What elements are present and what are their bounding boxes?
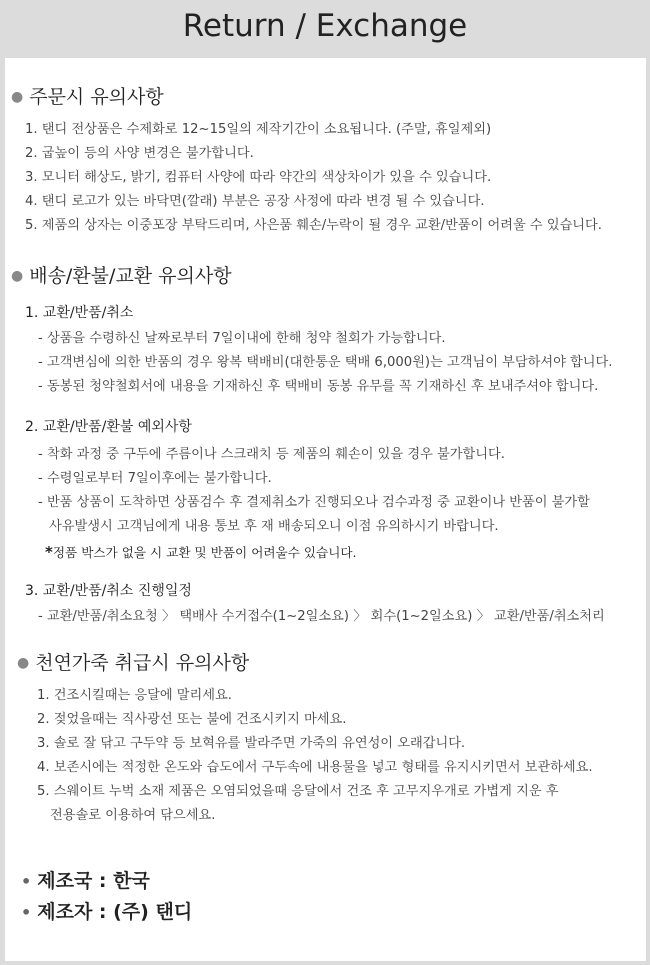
shipping-notes-title: ● 배송/환불/교환 유의사항	[11, 265, 232, 287]
list-item: 4. 탠디 로고가 있는 바닥면(깔래) 부분은 공장 사정에 따라 변경 될 수 있습니다.	[25, 194, 485, 209]
sub-title-exceptions: 2. 교환/반품/환불 예외사항	[25, 419, 192, 435]
order-notes-title: ● 주문시 유의사항	[11, 86, 164, 108]
asterisk: *	[45, 543, 53, 561]
list-item: - 수령일로부터 7일이후에는 불가합니다.	[38, 471, 272, 486]
list-item: 3. 모니터 해상도, 밝기, 컴퓨터 사양에 따라 약간의 색상차이가 있을 수 있습니다.	[25, 170, 492, 185]
list-item: - 고객변심에 의한 반품의 경우 왕복 택배비(대한통운 택배 6,000원)는 고객님이 부담하셔야 합니다.	[38, 355, 613, 370]
list-item: 2. 굽높이 등의 사양 변경은 불가합니다.	[25, 146, 254, 161]
bullet-dot-icon: ●	[11, 89, 24, 105]
sub-title-exchange: 1. 교환/반품/취소	[25, 305, 134, 321]
bullet-dot-icon: •	[21, 872, 32, 891]
page-title: Return / Exchange	[182, 8, 468, 44]
list-item: 5. 스웨이트 누벅 소재 제품은 오염되었을때 응달에서 건조 후 고무지우개로 가볍게 지운 후	[37, 784, 559, 799]
list-item: - 반품 상품이 도착하면 상품검수 후 결제취소가 진행되오나 검수과정 중 교환이나 반품이 불가할	[38, 495, 590, 510]
bullet-dot-icon: •	[21, 903, 32, 922]
list-item: 5. 제품의 상자는 이중포장 부탁드리며, 사은품 훼손/누락이 될 경우 교환/반품이 어려울 수 있습니다.	[25, 218, 602, 233]
process-flow: - 교환/반품/취소요청 〉 택배사 수거접수(1~2일소요) 〉 회수(1~2일소요) 〉 교환/반품/취소처리	[38, 609, 605, 624]
content-panel	[5, 58, 646, 961]
page-header	[0, 0, 650, 52]
list-item: 사유발생시 고객님에게 내용 통보 후 재 배송되오니 이점 유의하시기 바랍니다.	[49, 519, 499, 534]
origin-maker: • 제조자 : (주) 탠디	[21, 901, 193, 923]
list-item: - 동봉된 청약철회서에 내용을 기재하신 후 택배비 동봉 유무를 꼭 기재하신 후 보내주셔야 합니다.	[38, 379, 599, 394]
origin-country: • 제조국 : 한국	[21, 870, 150, 892]
list-item: - 상품을 수령하신 날짜로부터 7일이내에 한해 청약 철회가 가능합니다.	[38, 331, 446, 346]
bullet-dot-icon: ●	[11, 268, 24, 284]
sub-title-schedule: 3. 교환/반품/취소 진행일정	[25, 583, 192, 599]
bullet-dot-icon: ●	[17, 655, 30, 671]
list-item: 2. 젖었을때는 직사광선 또는 불에 건조시키지 마세요.	[37, 712, 347, 727]
box-note: *정품 박스가 없을 시 교환 및 반품이 어려울수 있습니다.	[45, 543, 357, 561]
list-item: 1. 건조시킬때는 응달에 말리세요.	[37, 688, 232, 703]
list-item: 1. 탠디 전상품은 수제화로 12~15일의 제작기간이 소요됩니다. (주말, 휴일제외)	[25, 122, 492, 137]
list-item: 전용솔로 이용하여 닦으세요.	[50, 808, 216, 823]
list-item: 3. 솔로 잘 닦고 구두약 등 보혁유를 발라주면 가죽의 유연성이 오래갑니다.	[37, 736, 466, 751]
list-item: 4. 보존시에는 적정한 온도와 습도에서 구두속에 내용물을 넣고 형태를 유지시키면서 보관하세요.	[37, 760, 593, 775]
leather-notes-title: ● 천연가죽 취급시 유의사항	[17, 652, 250, 674]
list-item: - 착화 과정 중 구두에 주름이나 스크래치 등 제품의 훼손이 있을 경우 불가합니다.	[38, 447, 505, 462]
